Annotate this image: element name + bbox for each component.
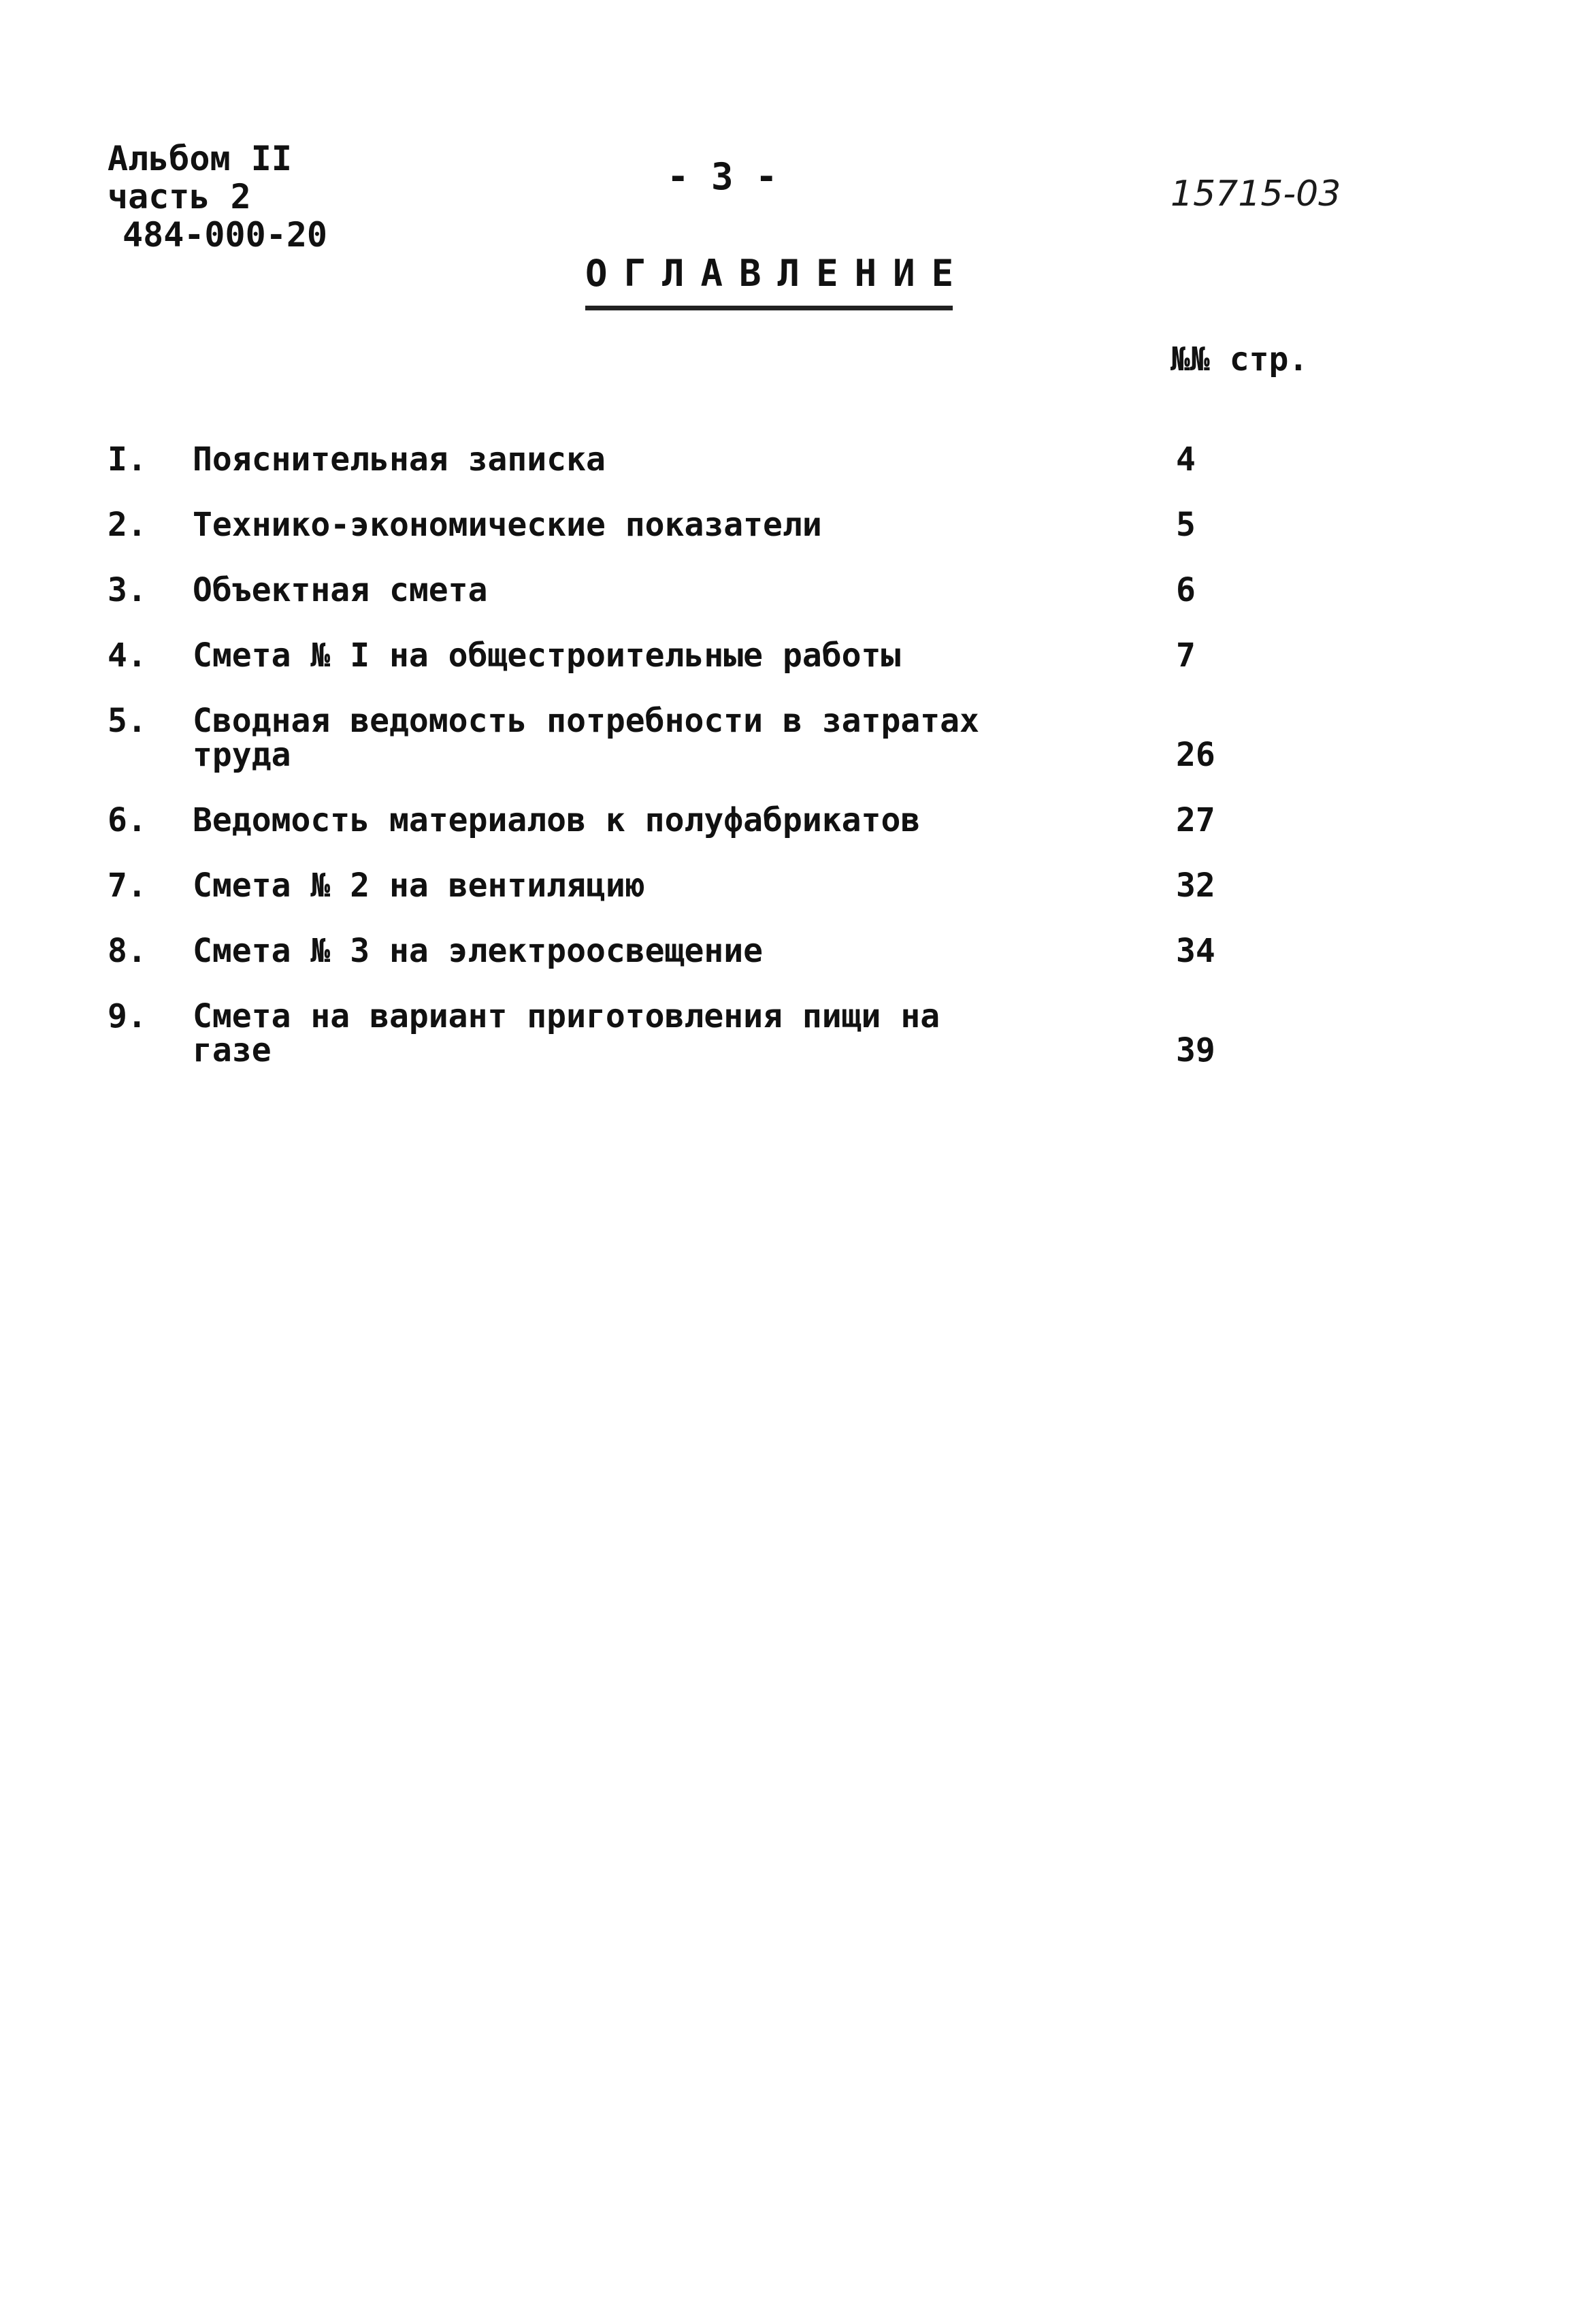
document-number: 15715-03 xyxy=(1170,174,1341,214)
header-block xyxy=(108,140,327,254)
toc-item-number: 4. xyxy=(108,636,147,675)
toc-item-number: 8. xyxy=(108,932,147,970)
album-label: Альбом II xyxy=(108,139,292,178)
project-code: 484-000-20 xyxy=(122,215,328,255)
toc-item-number: 5. xyxy=(108,702,147,740)
toc-item-number: I. xyxy=(108,440,147,479)
toc-row xyxy=(108,573,1401,607)
toc-item-title: Смета № 2 на вентиляцию xyxy=(193,867,645,905)
toc-item-title: Смета № I на общестроительные работы xyxy=(193,636,901,675)
title-block xyxy=(585,252,970,310)
toc-item-page: 7 xyxy=(1176,636,1196,675)
toc-row xyxy=(108,869,1401,903)
toc-row xyxy=(108,442,1401,477)
title-underline xyxy=(585,306,953,310)
toc-item-title: Смета на вариант приготовления пищи на газе xyxy=(193,997,940,1069)
toc-item-number: 3. xyxy=(108,571,147,609)
page-column-header: №№ стр. xyxy=(1170,340,1309,378)
toc-item-page: 6 xyxy=(1176,571,1196,609)
toc-item-title: Пояснительная записка xyxy=(193,440,606,479)
toc-item-title: Технико-экономические показатели xyxy=(193,506,822,544)
toc-item-page: 4 xyxy=(1176,440,1196,479)
toc-row xyxy=(108,803,1401,837)
toc-item-page: 32 xyxy=(1176,867,1215,905)
toc-item-title: Объектная смета xyxy=(193,571,488,609)
toc-item-page: 27 xyxy=(1176,801,1215,839)
toc-row xyxy=(108,508,1401,542)
toc-item-title: Сводная ведомость потребности в затратах труда xyxy=(193,702,979,774)
part-label: часть 2 xyxy=(108,177,251,216)
toc-item-title: Смета № 3 на электроосвещение xyxy=(193,932,764,970)
toc-item-number: 9. xyxy=(108,997,147,1035)
toc-item-title: Ведомость материалов к полуфабрикатов xyxy=(193,801,921,839)
toc-row xyxy=(108,704,1401,772)
toc-item-number: 7. xyxy=(108,867,147,905)
toc-item-page: 34 xyxy=(1176,932,1215,970)
toc-item-number: 2. xyxy=(108,506,147,544)
toc-row xyxy=(108,999,1401,1067)
page-number: - 3 - xyxy=(667,155,778,198)
table-of-contents xyxy=(108,442,1401,1067)
toc-item-number: 6. xyxy=(108,801,147,839)
toc-item-page: 39 xyxy=(1176,1031,1215,1069)
toc-item-page: 26 xyxy=(1176,736,1215,774)
page-title: ОГЛАВЛЕНИЕ xyxy=(585,252,970,295)
toc-row xyxy=(108,636,1401,675)
toc-item-page: 5 xyxy=(1176,506,1196,544)
toc-row xyxy=(108,934,1401,968)
